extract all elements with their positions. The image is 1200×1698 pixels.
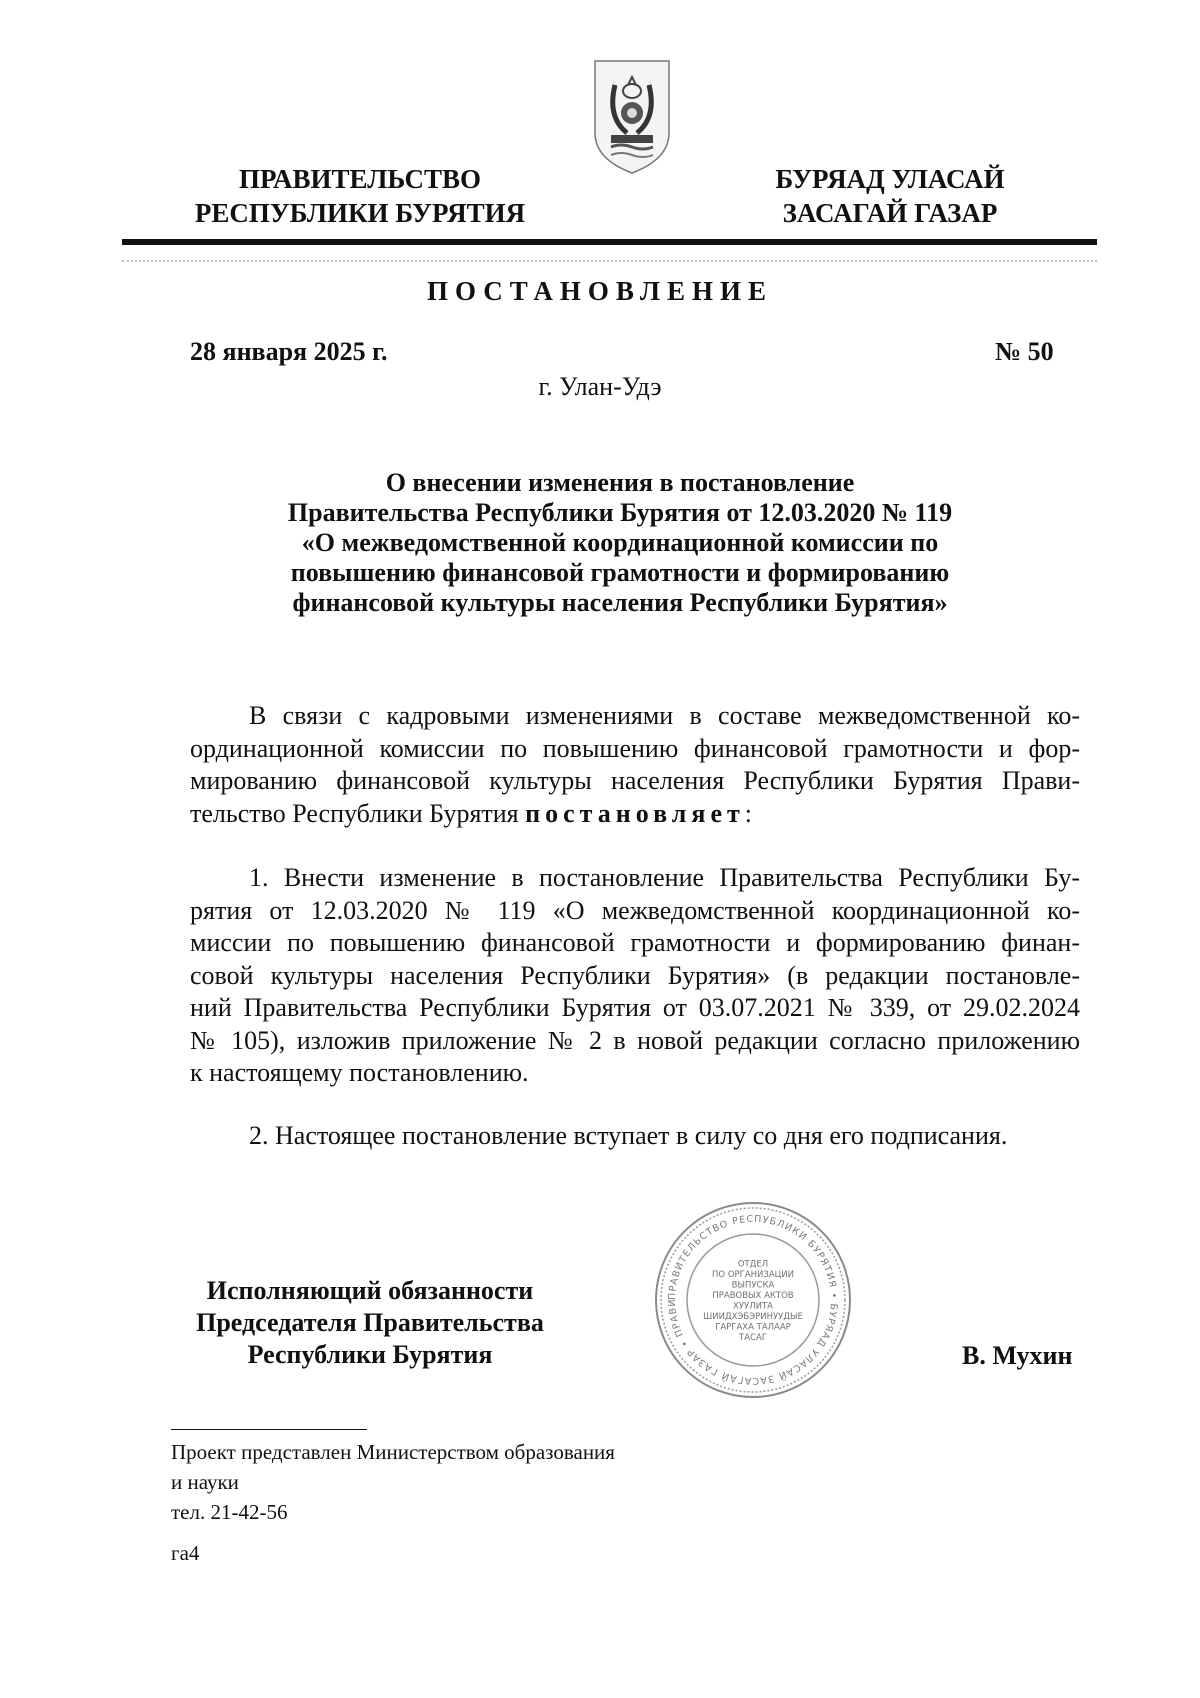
paragraph-line: 1. Внести изменение в постановление Правительства Республики Бу- xyxy=(249,863,1080,892)
header-left-title xyxy=(180,162,540,230)
intro-last-suffix: : xyxy=(744,798,752,828)
signatory-title-line: Исполняющий обязанности xyxy=(206,1276,534,1305)
intro-last-prefix: тельство Республики Бурятия xyxy=(190,798,519,828)
stamp-ring-text: ПРАВИТЕЛЬСТВО РЕСПУБЛИКИ БУРЯТИЯ • БУРЯАД УЛАСАЙ ЗАСАГАЙ ГАЗАР • ПРАВИ xyxy=(666,1213,840,1387)
header-left-line-1: ПРАВИТЕЛЬСТВО xyxy=(238,164,482,194)
stamp-center-line: ГАРГАХА ТАЛААР xyxy=(715,1322,791,1333)
signatory-name: В. Мухин xyxy=(962,1341,1073,1370)
stamp-center-line: ОТДЕЛ xyxy=(737,1259,769,1270)
intro-paragraph xyxy=(190,700,1080,830)
stamp-center-line: ПО ОРГАНИЗАЦИИ xyxy=(712,1269,794,1280)
paragraph-line: миссии по повышению финансовой грамотности и формированию финан- xyxy=(190,928,1080,957)
header-dotted-rule xyxy=(122,260,1097,262)
decree-word: постановляет xyxy=(525,798,745,828)
title-line: Правительства Республики Бурятия от 12.03.2020 № 119 xyxy=(287,498,953,527)
document-title xyxy=(240,468,1000,618)
signatory-title-line: Председателя Правительства xyxy=(196,1308,544,1337)
paragraph-line: № 105), изложив приложение № 2 в новой редакции согласно приложению xyxy=(190,1025,1080,1055)
paragraph-line: ординационной комиссии по повышению финансовой грамотности и фор- xyxy=(190,733,1080,763)
header-rule xyxy=(122,239,1097,245)
paragraph-line: ний Правительства Республики Бурятия от 03.07.2021 № 339, от 29.02.2024 xyxy=(190,993,1080,1022)
stamp-center-line: ТАСАГ xyxy=(739,1332,767,1343)
stamp-center-line: ХУУЛИТА xyxy=(733,1301,773,1312)
footnote-line: Проект представлен Министерством образования xyxy=(171,1440,615,1464)
title-line: повышению финансовой грамотности и формированию xyxy=(290,558,950,587)
paragraph-line: к настоящему постановлению. xyxy=(190,1058,529,1087)
official-seal-stamp xyxy=(653,1200,853,1400)
title-line: финансовой культуры населения Республики Бурятия» xyxy=(292,588,948,617)
paragraph-line-last xyxy=(190,798,1080,831)
document-code: га4 xyxy=(171,1541,200,1565)
signatory-title xyxy=(170,1275,570,1371)
header-right-title xyxy=(740,162,1040,230)
paragraph-line: В связи с кадровыми изменениями в составе межведомственной ко- xyxy=(249,701,1080,730)
header-right-line-1: БУРЯАД УЛАСАЙ xyxy=(775,164,1005,194)
stamp-center-line: ШИИДХЭБЭРИНУУДЫЕ xyxy=(703,1311,803,1322)
document-city: г. Улан-Удэ xyxy=(538,372,662,401)
paragraph-line: совой культуры населения Республики Бурятия» (в редакции постановле- xyxy=(190,960,1080,990)
title-line: «О межведомственной координационной комиссии по xyxy=(301,528,939,557)
stamp-center-line: ВЫПУСКА xyxy=(731,1280,775,1291)
footnote-line: тел. 21-42-56 xyxy=(171,1500,288,1524)
title-line: О внесении изменения в постановление xyxy=(385,468,855,497)
footnote-rule xyxy=(171,1429,367,1430)
paragraph-line: рятия от 12.03.2020 № 119 «О межведомственной координационной ко- xyxy=(190,895,1080,925)
signatory-title-line: Республики Бурятия xyxy=(247,1340,493,1369)
stamp-center-line: ПРАВОВЫХ АКТОВ xyxy=(712,1290,794,1301)
document-number: № 50 xyxy=(995,337,1054,366)
header-left-line-2: РЕСПУБЛИКИ БУРЯТИЯ xyxy=(194,198,526,228)
item-2-paragraph xyxy=(190,1120,1080,1153)
item-1-paragraph xyxy=(190,862,1080,1090)
footnote-line: и науки xyxy=(171,1470,239,1494)
footnote xyxy=(171,1437,615,1527)
document-type: ПОСТАНОВЛЕНИЕ xyxy=(426,276,774,306)
document-date: 28 января 2025 г. xyxy=(190,337,388,366)
header-right-line-2: ЗАСАГАЙ ГАЗАР xyxy=(782,198,998,228)
stamp-center-text xyxy=(703,1259,803,1343)
coat-of-arms-emblem xyxy=(587,55,677,177)
paragraph-line: мированию финансовой культуры населения Республики Бурятия Прави- xyxy=(190,766,1080,795)
paragraph-line: 2. Настоящее постановление вступает в силу со дня его подписания. xyxy=(249,1121,1008,1150)
